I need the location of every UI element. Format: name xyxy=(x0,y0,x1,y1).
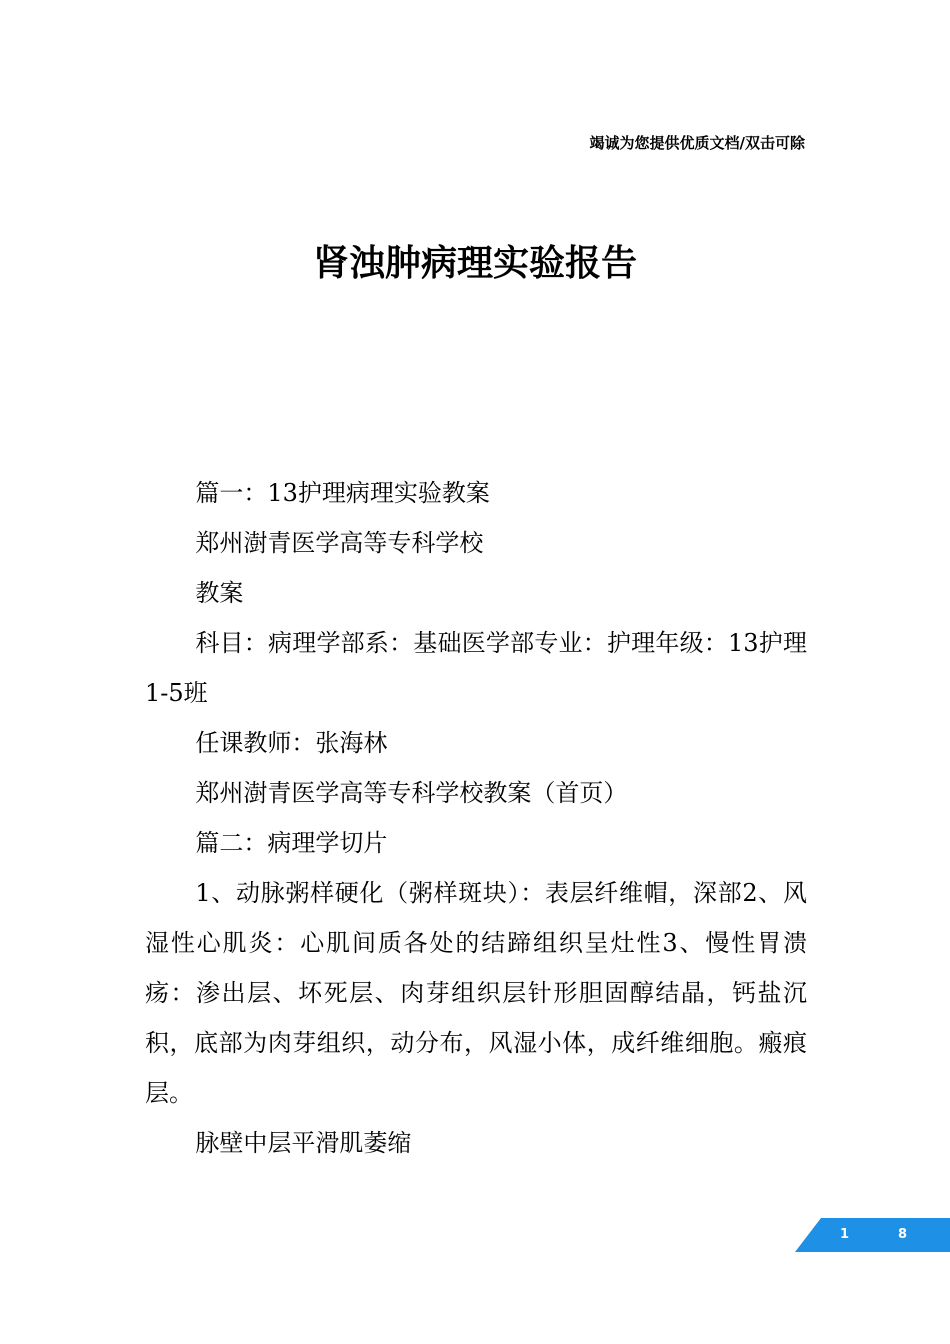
paragraph: 任课教师：张海林 xyxy=(195,729,388,757)
page-number-total: 8 xyxy=(898,1227,908,1242)
paragraph: 郑州澍青医学高等专科学校 xyxy=(195,529,484,557)
page-number-tab xyxy=(795,1218,950,1252)
document-title: 肾浊肿病理实验报告 xyxy=(312,243,637,284)
paragraph: 篇一：13护理病理实验教案 xyxy=(195,479,490,507)
page-number-current: 1 xyxy=(840,1227,850,1242)
paragraph: 脉壁中层平滑肌萎缩 xyxy=(195,1129,412,1157)
header-note: 竭诚为您提供优质文档/双击可除 xyxy=(589,134,805,152)
paragraph: 1、动脉粥样硬化（粥样斑块）：表层纤维帽，深部2、风湿性心肌炎：心肌间质各处的结蹄组织呈灶性3、慢性胃溃疡：渗出层、坏死层、肉芽组织层针形胆固醇结晶，钙盐沉积，底部为肉芽组织，动分布，风湿小体，成纤维细胞。瘢痕层。 xyxy=(145,879,807,1107)
paragraph: 科目：病理学部系：基础医学部专业：护理年级：13护理1-5班 xyxy=(145,629,807,707)
document-body xyxy=(145,468,807,1168)
paragraph: 郑州澍青医学高等专科学校教案（首页） xyxy=(195,779,628,807)
paragraph: 教案 xyxy=(195,579,244,607)
paragraph: 篇二：病理学切片 xyxy=(195,829,388,857)
